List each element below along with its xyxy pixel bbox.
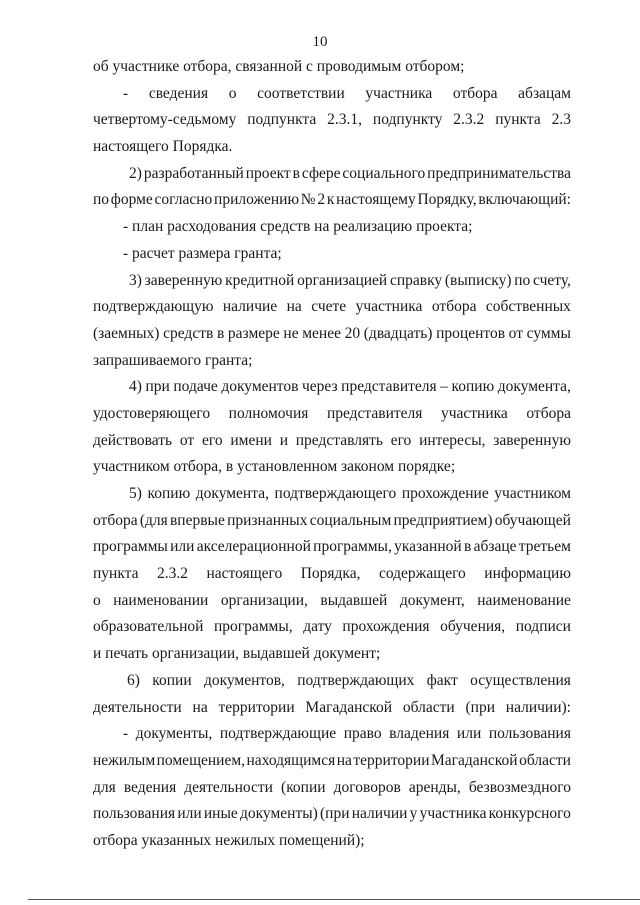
word: наличие (222, 298, 278, 316)
word: наличии (351, 805, 408, 823)
word: пользования (93, 805, 176, 823)
text-line: настоящего Порядка. (93, 138, 233, 156)
word: 2.3.2 (157, 565, 188, 583)
word: программы, (213, 618, 293, 636)
word: наименовании (113, 591, 209, 609)
word: прохождения (342, 618, 430, 636)
word: действовать (93, 431, 173, 449)
word: абзаце (473, 538, 517, 556)
word: представлять (295, 431, 383, 449)
word: счете (311, 298, 347, 316)
word: приложению (214, 191, 300, 209)
word: 2) (129, 164, 142, 182)
word: организацией (297, 271, 388, 289)
word: размере (227, 324, 280, 342)
word: 2 (317, 191, 326, 209)
word: согласно (154, 191, 213, 209)
word: отбора (452, 84, 498, 102)
word: (при (320, 805, 350, 823)
word: участника (419, 805, 487, 823)
word: на (336, 751, 352, 769)
footer-rule (28, 899, 640, 900)
word: обучающей (494, 511, 571, 529)
word: владения (389, 725, 450, 743)
word: суммы (526, 324, 571, 342)
word: предпринимательства (427, 164, 571, 182)
text-line-justified (93, 534, 571, 561)
text-line-justified (93, 721, 571, 748)
word: полномочия (228, 404, 309, 422)
word: предприятием) (393, 511, 493, 529)
word: Порядку, (417, 191, 477, 209)
word: проект (245, 164, 291, 182)
word: удостоверяющего (93, 404, 211, 422)
word: деятельности (184, 778, 273, 796)
word: участника (365, 84, 433, 102)
word: в (463, 538, 472, 556)
text-line-justified (93, 161, 571, 188)
text-line: об участнике отбора, связанной с проводимым отбором; (93, 58, 465, 75)
word: территории (218, 698, 295, 716)
word: включающий: (478, 191, 571, 209)
word: ведения (123, 778, 177, 796)
word: представителя (341, 378, 437, 396)
word: на (286, 298, 302, 316)
word: программы (93, 538, 168, 556)
word: Магаданской (305, 698, 393, 716)
word: подаче (173, 378, 218, 396)
word: заверенную (493, 431, 571, 449)
word: на (192, 698, 208, 716)
text-line: - расчет размера гранта; (123, 244, 282, 262)
word: документы) (239, 805, 318, 823)
word: в (216, 324, 225, 342)
word: настоящего (206, 565, 283, 583)
word: указанной (394, 538, 462, 556)
word: и (279, 431, 288, 449)
document-body (93, 54, 571, 855)
word: для (93, 778, 116, 796)
word: подтверждающих (297, 671, 415, 689)
word: копию (451, 378, 495, 396)
word: процентов (436, 324, 506, 342)
word: документ, (399, 591, 465, 609)
word: безвозмездного (468, 778, 571, 796)
word: третьем (518, 538, 571, 556)
word: подписи (515, 618, 571, 636)
word: документов (221, 378, 299, 396)
word: обучения, (440, 618, 506, 636)
word: области (519, 751, 571, 769)
word: кредитной (225, 271, 295, 289)
word: отбора (93, 511, 138, 529)
word: помещением, (156, 751, 246, 769)
word: к (326, 191, 335, 209)
word: наименование (477, 591, 571, 609)
word: нежилым (93, 751, 156, 769)
word: области (402, 698, 455, 716)
word: наличии): (505, 698, 571, 716)
word: аренды, (408, 778, 461, 796)
word: имени (230, 431, 272, 449)
text-line: отбора указанных нежилых помещений); (93, 831, 365, 849)
word: подпункту (372, 111, 443, 129)
text-line-justified (93, 187, 571, 214)
text-line-justified (93, 801, 571, 828)
word: - (123, 84, 129, 102)
word: участника (440, 404, 508, 422)
word: пользования (488, 725, 571, 743)
word: признанных (227, 511, 308, 529)
word: подтверждающего (274, 485, 397, 502)
word: осуществления (470, 671, 571, 689)
word: (при (465, 698, 495, 716)
text-line-justified (93, 374, 571, 401)
text-line-justified (93, 107, 571, 134)
word: (для (139, 511, 168, 529)
word: его (390, 431, 412, 449)
word: сведения (148, 84, 209, 102)
text-line-justified (93, 561, 571, 588)
word: при (145, 378, 170, 396)
word: акселерационной (196, 538, 311, 556)
word: или (456, 725, 482, 743)
word: 2.3.2 (453, 111, 485, 129)
word: отбора (431, 298, 477, 316)
word: образовательной (93, 618, 204, 636)
word: подтверждающую (93, 298, 214, 316)
word: документа, (497, 378, 571, 396)
word: о (228, 84, 237, 102)
text-line-justified (93, 294, 571, 321)
word: дату (303, 618, 332, 636)
word: участника (355, 298, 423, 316)
word: пункта (495, 111, 541, 129)
word: настоящему (336, 191, 416, 209)
word: договоров (333, 778, 401, 796)
word: сфере (301, 164, 341, 182)
word: (выписку) (444, 271, 512, 289)
text-line-justified (93, 321, 571, 348)
word: иные (203, 805, 238, 823)
text-line-justified (93, 588, 571, 615)
word: (копии (281, 778, 326, 796)
word: деятельности (93, 698, 182, 716)
text-line-justified (93, 81, 571, 108)
text-line-justified (93, 748, 571, 775)
word: не (283, 324, 299, 342)
word: представителя (326, 404, 423, 422)
word: № (300, 191, 316, 209)
word: 2.3.1, (327, 111, 363, 129)
word: впервые (169, 511, 225, 529)
word: 20 (344, 324, 361, 342)
text-line: и печать организации, выдавшей документ; (93, 645, 381, 663)
text-line-justified (93, 508, 571, 535)
word: организации, (220, 591, 308, 609)
word: - (123, 725, 129, 743)
word: или (177, 805, 202, 823)
word: интересы, (419, 431, 486, 449)
word: менее (302, 324, 341, 342)
word: собственных (485, 298, 571, 316)
word: участником (494, 485, 571, 502)
text-line: - план расходования средств на реализацию проекта; (123, 218, 473, 236)
word: программы, (313, 538, 392, 556)
word: 4) (129, 378, 142, 396)
word: абзацам (518, 84, 571, 102)
word: (двадцать) (363, 324, 433, 342)
text-line: запрашиваемого гранта; (93, 351, 253, 369)
word: копию (147, 485, 191, 502)
text-line-justified (93, 614, 571, 641)
word: Магаданской (430, 751, 518, 769)
word: форме (110, 191, 153, 209)
word: (заемных) (93, 324, 160, 342)
word: копии (152, 671, 192, 689)
word: Порядка, (300, 565, 361, 583)
word: четвертому-седьмому (93, 111, 237, 129)
text-line-justified (93, 695, 571, 722)
word: территории (353, 751, 430, 769)
text-line-justified (93, 268, 571, 295)
word: 3) (129, 271, 142, 289)
text-line-justified (93, 401, 571, 428)
word: подтверждающие (219, 725, 337, 743)
word: содержащего (378, 565, 466, 583)
word: прохождение (401, 485, 489, 502)
page-number: 10 (312, 34, 328, 50)
word: пункта (93, 565, 139, 583)
text-line: участником отбора, в установленном законом порядке; (93, 458, 456, 476)
word: документа, (195, 485, 269, 502)
word: счету, (533, 271, 571, 289)
word: – (440, 378, 448, 396)
text-line-justified (93, 428, 571, 455)
word: соответствии (257, 84, 345, 102)
word: о (93, 591, 101, 609)
word: подпункта (247, 111, 317, 129)
word: по (93, 191, 110, 209)
word: информацию (484, 565, 571, 583)
word: заверенную (144, 271, 223, 289)
word: или (170, 538, 195, 556)
word: от (508, 324, 523, 342)
word: разработанный (143, 164, 244, 182)
word: в (292, 164, 300, 182)
word: выдавшей (320, 591, 388, 609)
text-line-justified (93, 481, 571, 508)
word: отбора (526, 404, 571, 422)
text-line-justified (93, 775, 571, 802)
word: по (514, 271, 531, 289)
word: у (409, 805, 418, 823)
word: 6) (127, 671, 140, 689)
word: факт (426, 671, 458, 689)
word: социальным (309, 511, 392, 529)
text-line-justified (93, 668, 571, 695)
word: его (201, 431, 223, 449)
word: конкурсного (488, 805, 571, 823)
word: 5) (129, 485, 142, 502)
word: документов, (203, 671, 285, 689)
word: от (179, 431, 195, 449)
word: находящимся (246, 751, 336, 769)
word: право (343, 725, 382, 743)
word: средств (163, 324, 214, 342)
word: через (302, 378, 338, 396)
word: документы, (135, 725, 213, 743)
word: справку (389, 271, 443, 289)
word: социального (342, 164, 426, 182)
word: 2.3 (551, 111, 571, 129)
